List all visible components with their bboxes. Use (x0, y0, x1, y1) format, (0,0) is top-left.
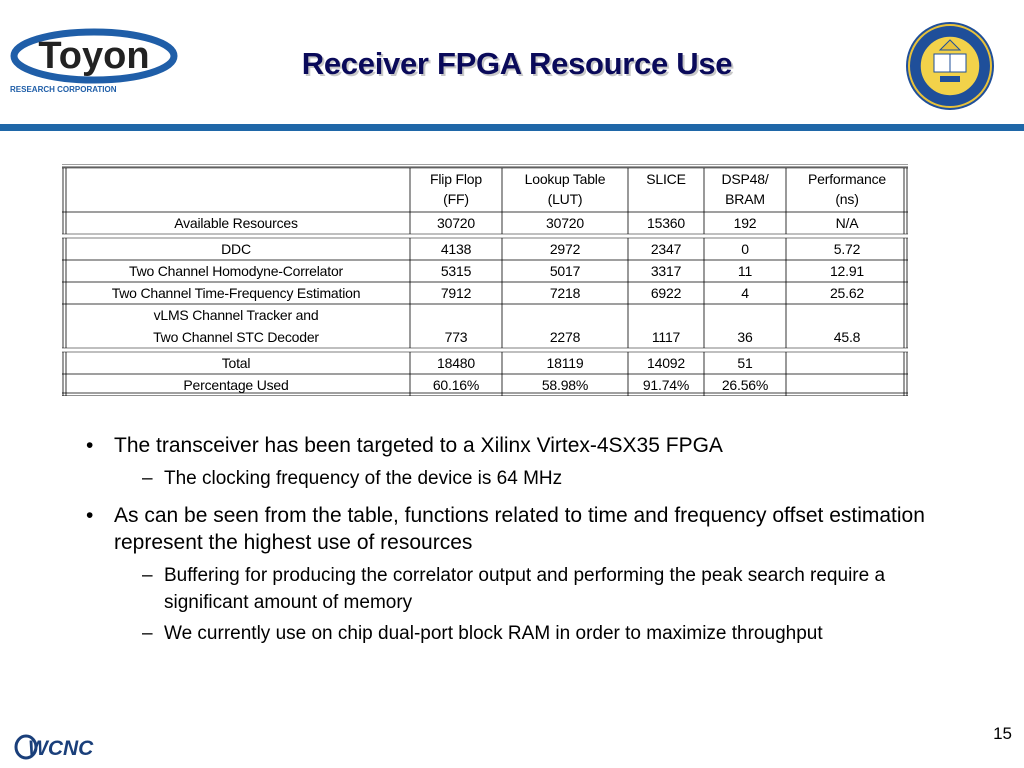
table-value: 2278 (549, 329, 581, 345)
header-cell: Lookup Table (524, 171, 606, 187)
bullet-list (86, 432, 966, 651)
title-divider-bar (0, 124, 1024, 131)
table-value: 4138 (440, 241, 472, 257)
percent-value: 60.16% (432, 377, 480, 393)
header-cell: (ns) (835, 191, 859, 207)
total-value (786, 352, 908, 374)
table-value: 7912 (440, 285, 472, 301)
available-value: N/A (835, 215, 859, 231)
row-label: Two Channel Time-Frequency Estimation (111, 285, 361, 301)
header-cell: (LUT) (547, 191, 583, 207)
percent-value: 58.98% (541, 377, 589, 393)
row-label: vLMS Channel Tracker and (153, 307, 319, 323)
resource-table (62, 164, 908, 396)
toyon-logo-subtitle: RESEARCH CORPORATION (10, 85, 117, 94)
percent-value: 91.74% (642, 377, 690, 393)
table-value: 25.62 (829, 285, 865, 301)
wcnc-logo (14, 734, 126, 760)
table-value: 7218 (549, 285, 581, 301)
page-number: 15 (993, 724, 1012, 743)
table-value: 5.72 (833, 241, 861, 257)
sub-bullet-1-1: – The clocking frequency of the device is 64 MHz (86, 465, 966, 492)
percent-value (786, 374, 908, 396)
table-value: 1117 (651, 329, 681, 345)
wcnc-logo-text: WCNC (28, 737, 94, 760)
table-value: 3317 (650, 263, 682, 279)
toyon-logo-text: Toyon (38, 35, 150, 77)
percent-value: 26.56% (721, 377, 769, 393)
row-label: DDC (221, 241, 251, 257)
total-value: 51 (737, 355, 753, 371)
row-label: Percentage Used (183, 377, 289, 393)
header-cell: BRAM (725, 191, 765, 207)
table-value: 2972 (549, 241, 581, 257)
table-value: 5017 (549, 263, 581, 279)
row-label: Two Channel Homodyne-Correlator (128, 263, 343, 279)
total-value: 18480 (437, 355, 475, 371)
available-value: 192 (733, 215, 757, 231)
table-value: 11 (737, 263, 753, 279)
header-cell: SLICE (646, 171, 686, 187)
table-value: 0 (741, 241, 749, 257)
table-value: 45.8 (833, 329, 861, 345)
slide-title: Receiver FPGA Resource Use (301, 46, 733, 81)
bullet-1: • The transceiver has been targeted to a Xilinx Virtex-4SX35 FPGA (86, 432, 966, 459)
total-value: 18119 (546, 355, 584, 371)
available-value: 30720 (437, 215, 475, 231)
table-value: 6922 (650, 285, 682, 301)
available-value: 15360 (647, 215, 685, 231)
table-value: 4 (741, 285, 749, 301)
row-label: Available Resources (174, 215, 298, 231)
table-value: 5315 (440, 263, 472, 279)
bullet-2: • As can be seen from the table, functions related to time and frequency offset estimation represent the highest use of resources (86, 502, 966, 556)
sub-bullet-2-1: – Buffering for producing the correlator output and performing the peak search require a significant amount of memory (86, 562, 966, 616)
row-label: Two Channel STC Decoder (153, 329, 319, 345)
header-cell: Flip Flop (430, 171, 482, 187)
total-value: 14092 (647, 355, 685, 371)
header-cell: DSP48/ (721, 171, 769, 187)
table-value: 36 (737, 329, 753, 345)
sub-bullet-2-2: – We currently use on chip dual-port block RAM in order to maximize throughput (86, 620, 966, 647)
available-value: 30720 (546, 215, 584, 231)
header-cell: Performance (808, 171, 886, 187)
ucsb-seal-icon (904, 20, 996, 112)
table-value: 2347 (650, 241, 682, 257)
table-value: 773 (444, 329, 468, 345)
header-cell: (FF) (443, 191, 469, 207)
row-label: Total (221, 355, 251, 371)
header-cell (628, 188, 704, 210)
table-value: 12.91 (829, 263, 865, 279)
